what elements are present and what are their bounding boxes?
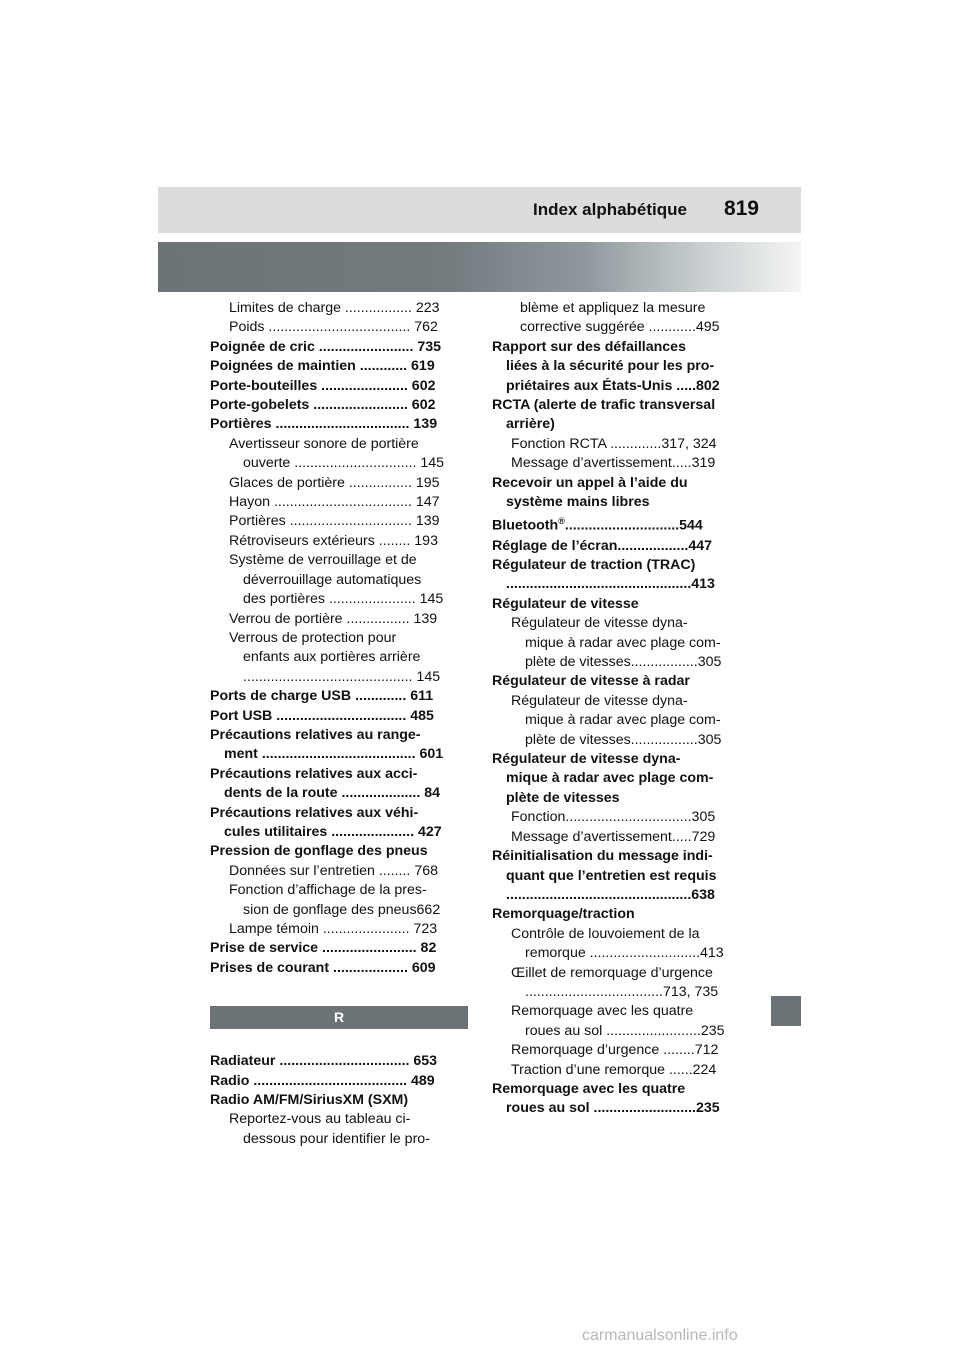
- index-subentry: [210, 493, 468, 512]
- index-line: ment ....................................... 601: [224, 746, 444, 763]
- index-subentry: [210, 920, 468, 939]
- index-line: Fonction RCTA .............317, 324: [511, 435, 717, 452]
- index-line: arrière): [506, 416, 555, 433]
- index-subentry: [492, 318, 750, 337]
- registered-mark: ®: [558, 516, 565, 527]
- index-line: Précautions relatives au range-: [210, 726, 421, 743]
- index-subentry: [492, 692, 750, 750]
- index-entry: [210, 687, 468, 706]
- index-line: Radio ....................................... 489: [210, 1072, 435, 1089]
- index-entry: [492, 672, 750, 691]
- index-line: liées à la sécurité pour les pro-: [506, 358, 715, 375]
- index-entry: [210, 939, 468, 958]
- index-line: Poignée de cric ........................ 735: [210, 338, 442, 355]
- index-line: sion de gonflage des pneus662: [243, 901, 441, 918]
- index-line: mique à radar avec plage com-: [525, 634, 721, 651]
- index-line: Œillet de remorquage d’urgence: [511, 964, 713, 981]
- index-line: Précautions relatives aux véhi-: [210, 804, 419, 821]
- index-line: Rétroviseurs extérieurs ........ 193: [229, 532, 438, 549]
- index-line: blème et appliquez la mesure: [520, 300, 706, 316]
- index-line: quant que l’entretien est requis: [506, 867, 717, 884]
- index-line: Recevoir un appel à l’aide du: [492, 474, 688, 491]
- index-entry: [492, 396, 750, 435]
- index-line: Rapport sur des défaillances: [492, 338, 686, 355]
- index-line: Message d’avertissement.....319: [511, 455, 716, 472]
- index-entry: [210, 726, 468, 765]
- index-entry: [210, 1052, 468, 1071]
- index-line: ...............................................413: [506, 576, 715, 593]
- index-line: mique à radar avec plage com-: [506, 770, 714, 787]
- index-line: roues au sol ..........................235: [506, 1100, 720, 1117]
- index-line: dessous pour identifier le pro-: [243, 1130, 430, 1147]
- index-entry: [492, 1080, 750, 1119]
- index-line: Radio AM/FM/SiriusXM (SXM): [210, 1092, 409, 1109]
- index-line: Limites de charge ................. 223: [229, 300, 440, 316]
- index-line: Régulateur de vitesse dyna-: [511, 615, 688, 632]
- index-line: mique à radar avec plage com-: [525, 712, 721, 729]
- page-header: [158, 187, 801, 233]
- index-entry: [210, 357, 468, 376]
- index-subentry: [492, 1061, 750, 1080]
- index-entry: [210, 959, 468, 978]
- index-line: ...................................713, 735: [525, 983, 719, 1000]
- index-entry: [492, 338, 750, 396]
- index-line: Réglage de l’écran..................447: [492, 537, 712, 554]
- index-line: Remorquage avec les quatre: [511, 1003, 694, 1020]
- index-line: Porte-gobelets ........................ 602: [210, 397, 436, 414]
- index-entry: [210, 415, 468, 434]
- index-entry: [492, 556, 750, 595]
- index-line: Régulateur de vitesse dyna-: [511, 692, 688, 709]
- index-line: plète de vitesses: [506, 789, 620, 806]
- index-line: système mains libres: [506, 494, 650, 511]
- index-subentry: [210, 1110, 468, 1149]
- index-line: Remorquage/traction: [492, 906, 635, 923]
- index-line: Régulateur de vitesse dyna-: [492, 751, 681, 768]
- index-subentry: [492, 925, 750, 964]
- index-line: Glaces de portière ................ 195: [229, 474, 440, 491]
- page-number: 819: [723, 197, 759, 220]
- index-subentry: [492, 828, 750, 847]
- index-line: ........................................... 145: [243, 668, 441, 685]
- header-title: Index alphabétique: [533, 200, 687, 219]
- index-line: Avertisseur sonore de portière: [229, 435, 419, 452]
- index-entry: [210, 377, 468, 396]
- index-subentry: [210, 862, 468, 881]
- index-entry: [492, 595, 750, 614]
- index-line: Radiateur ................................. 653: [210, 1053, 438, 1070]
- index-subentry: [210, 551, 468, 609]
- index-line: déverrouillage automatiques: [243, 571, 422, 588]
- index-entry: [492, 474, 750, 513]
- index-line: corrective suggérée ............495: [520, 319, 720, 336]
- index-line: RCTA (alerte de trafic transversal: [492, 397, 716, 414]
- index-subentry: [210, 629, 468, 687]
- index-line: Reportez-vous au tableau ci-: [229, 1111, 411, 1128]
- index-line: ...............................................638: [506, 886, 715, 903]
- index-entry: [210, 1091, 468, 1110]
- index-line: Fonction................................305: [511, 809, 716, 826]
- index-entry: [210, 707, 468, 726]
- index-line: Remorquage avec les quatre: [492, 1080, 686, 1097]
- index-line: Prises de courant ................... 609: [210, 959, 436, 976]
- index-line: Système de verrouillage et de: [229, 552, 417, 569]
- section-thumb-tab: [771, 996, 801, 1026]
- index-subentry: [492, 1041, 750, 1060]
- index-line: Régulateur de vitesse à radar: [492, 673, 690, 690]
- index-line: Port USB ................................. 485: [210, 707, 434, 724]
- index-entry: [210, 1072, 468, 1091]
- index-subentry: [210, 318, 468, 337]
- index-line: priétaires aux États-Unis .....802: [506, 377, 720, 394]
- index-line: enfants aux portières arrière: [243, 649, 421, 666]
- index-subentry: [210, 299, 468, 318]
- index-subentry: [210, 512, 468, 531]
- index-line: plète de vitesses.................305: [525, 731, 722, 748]
- index-entry: [210, 842, 468, 861]
- index-line: Régulateur de traction (TRAC): [492, 557, 696, 574]
- index-line: Poignées de maintien ............ 619: [210, 358, 435, 375]
- index-line: Précautions relatives aux acci-: [210, 765, 418, 782]
- index-line: Remorquage d’urgence ........712: [511, 1042, 719, 1059]
- index-line: Pression de gonflage des pneus: [210, 843, 428, 860]
- index-line: Bluetooth®.............................544: [492, 516, 703, 535]
- index-line: Verrou de portière ................ 139: [229, 610, 438, 627]
- index-line: des portières ...................... 145: [243, 591, 444, 608]
- index-line: Données sur l’entretien ........ 768: [229, 862, 438, 879]
- index-column-left: [210, 299, 468, 1149]
- index-line: Fonction d’affichage de la pres-: [229, 882, 427, 899]
- index-line: Hayon ................................... 147: [229, 494, 440, 511]
- index-subentry: [492, 964, 750, 1003]
- index-line: dents de la route .................... 84: [224, 785, 441, 802]
- index-subentry: [492, 454, 750, 473]
- index-subentry: [492, 614, 750, 672]
- index-subentry: [210, 435, 468, 474]
- index-line: Réinitialisation du message indi-: [492, 848, 713, 865]
- index-line: remorque ............................413: [525, 945, 724, 962]
- index-line: Message d’avertissement.....729: [511, 828, 716, 845]
- index-entry: [492, 905, 750, 924]
- index-entry: [492, 750, 750, 808]
- right-entries: [492, 299, 750, 1119]
- index-subentry: [210, 610, 468, 629]
- index-line: Portières .................................. 139: [210, 416, 438, 433]
- section-letter-header: R: [210, 1006, 468, 1029]
- index-entry: [210, 338, 468, 357]
- index-subentry: [492, 435, 750, 454]
- index-entry: [492, 537, 750, 556]
- index-entry: [492, 847, 750, 905]
- index-line: cules utilitaires ..................... 427: [224, 823, 442, 840]
- index-line: Lampe témoin ...................... 723: [229, 921, 438, 937]
- index-line: Verrous de protection pour: [229, 629, 397, 646]
- index-entry: [210, 396, 468, 415]
- index-line: Ports de charge USB ............. 611: [210, 688, 434, 705]
- index-line: ouverte ............................... 145: [243, 455, 445, 472]
- index-line: roues au sol ........................235: [525, 1022, 725, 1039]
- index-subentry: [492, 1002, 750, 1041]
- header-gradient-band: [158, 242, 801, 292]
- index-line: Portières ............................... 139: [229, 513, 440, 530]
- index-entry: [492, 512, 750, 536]
- index-subentry: [210, 474, 468, 493]
- index-line: Régulateur de vitesse: [492, 595, 639, 612]
- index-line: Poids .................................... 762: [229, 319, 438, 336]
- index-column-right: [492, 299, 750, 1119]
- index-entry: [210, 765, 468, 804]
- index-subentry: [210, 881, 468, 920]
- index-subentry: [210, 532, 468, 551]
- index-entry: [210, 804, 468, 843]
- index-subentry: [492, 299, 750, 318]
- index-line: plète de vitesses.................305: [525, 654, 722, 671]
- index-line: Traction d’une remorque ......224: [511, 1061, 717, 1078]
- left-entries-r: [210, 1052, 468, 1149]
- index-line: Prise de service ........................ 82: [210, 940, 437, 957]
- left-entries: [210, 299, 468, 978]
- index-subentry: [492, 808, 750, 827]
- index-line: Porte-bouteilles ...................... 602: [210, 377, 436, 394]
- index-line: Contrôle de louvoiement de la: [511, 925, 700, 942]
- watermark: carmanualsonline.info: [582, 1327, 738, 1344]
